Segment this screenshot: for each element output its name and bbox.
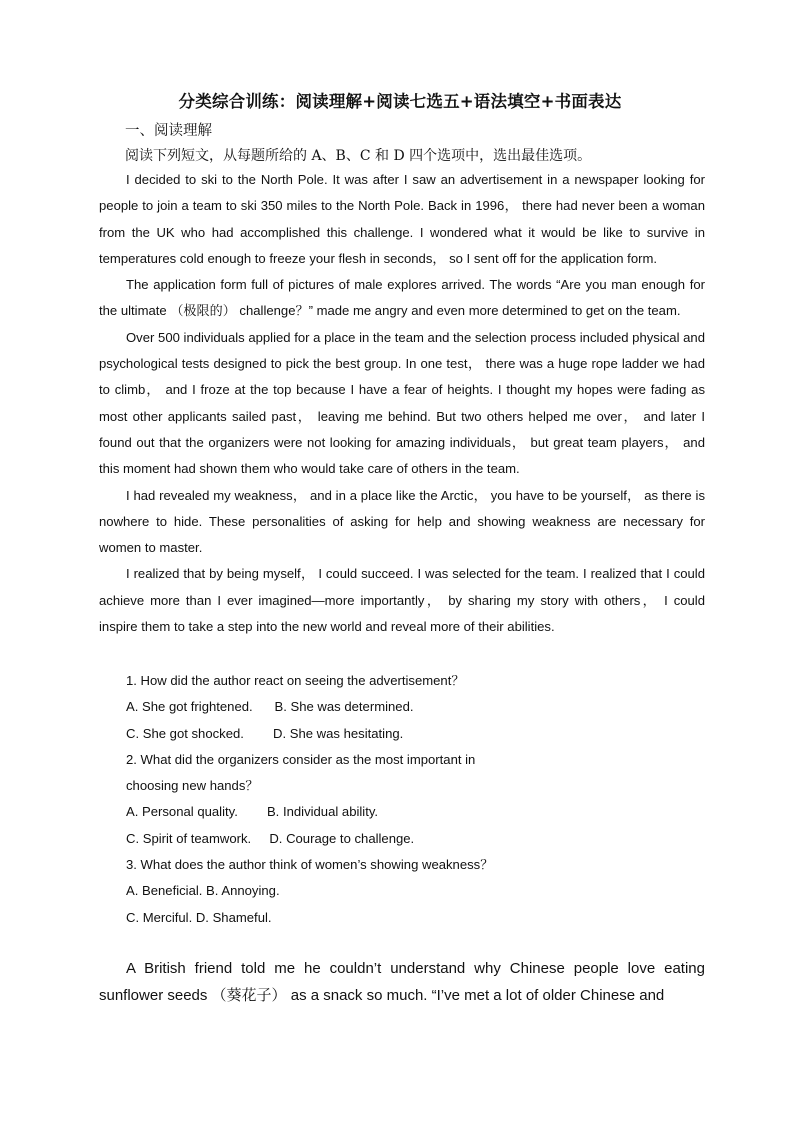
instruction-text: 阅读下列短文，从每题所给的 A、B、C 和 D 四个选项中，选出最佳选项。	[125, 148, 592, 164]
question-1-options-cd: C. She got shocked. D. She was hesitating.	[126, 725, 404, 741]
question-1-stem: 1. How did the author react on seeing the advertisement？	[126, 673, 465, 688]
passage2-paragraph: A British friend told me he couldn’t understand why Chinese people love eating sunflower seeds （葵花子） as a snack so much. “I’ve met a lot of older Chinese and	[99, 960, 705, 1004]
passage-paragraph: The application form full of pictures of male explores arrived. The words “Are you man enough for the ultimate （极限的） challenge？” made me angry and even more determined to get on the team.	[99, 277, 705, 319]
question-list	[126, 668, 526, 931]
question-2-stem-continued: choosing new hands？	[126, 778, 259, 794]
question-3-options-ab: A. Beneficial. B. Annoying.	[126, 883, 280, 899]
question-2-options-ab: A. Personal quality. B. Individual ability.	[126, 804, 379, 820]
question-1-options-ab: A. She got frightened. B. She was determined.	[126, 699, 414, 715]
passage-paragraph: I had revealed my weakness， and in a place like the Arctic， you have to be yourself， as there is nowhere to hide. These personalities of asking for help and showing weakness are necessary for women to master.	[99, 487, 705, 556]
section-heading: 一、阅读理解	[125, 123, 212, 139]
question-2-stem: 2. What did the organizers consider as the most important in	[126, 751, 476, 767]
question-3-stem: 3. What does the author think of women’s showing weakness？	[126, 857, 494, 873]
reading-passage	[99, 167, 705, 640]
question-3-options-cd: C. Merciful. D. Shameful.	[126, 909, 272, 925]
second-passage	[99, 956, 705, 1009]
question-2-options-cd: C. Spirit of teamwork. D. Courage to challenge.	[126, 830, 415, 846]
document-title: 分类综合训练：阅读理解+阅读七选五+语法填空+书面表达	[178, 92, 622, 111]
passage-paragraph: I realized that by being myself， I could succeed. I was selected for the team. I realized that I could achieve more than I ever imagined—more importantly， by sharing my story with others， I could inspire them to take a step into the new world and reveal more of their abilities.	[99, 566, 705, 635]
passage-paragraph: Over 500 individuals applied for a place in the team and the selection process included physical and psychological tests designed to pick the best group. In one test， there was a huge rope ladder we had to climb， and I froze at the top because I have a fear of heights. I thought my hopes were fading as most other applicants sailed past， leaving me behind. But two others helped me over， and later I found out that the organizers were not looking for amazing individuals， but great team players， and this moment had shown them who would take care of others in the team.	[99, 329, 705, 477]
passage-paragraph: I decided to ski to the North Pole. It was after I saw an advertisement in a newspaper looking for people to join a team to ski 350 miles to the North Pole. Back in 1996， there had never been a woman from the UK who had accomplished this challenge. I wondered what it would be like to survive in temperatures cold enough to freeze your flesh in seconds， so I sent off for the application form.	[99, 172, 705, 266]
